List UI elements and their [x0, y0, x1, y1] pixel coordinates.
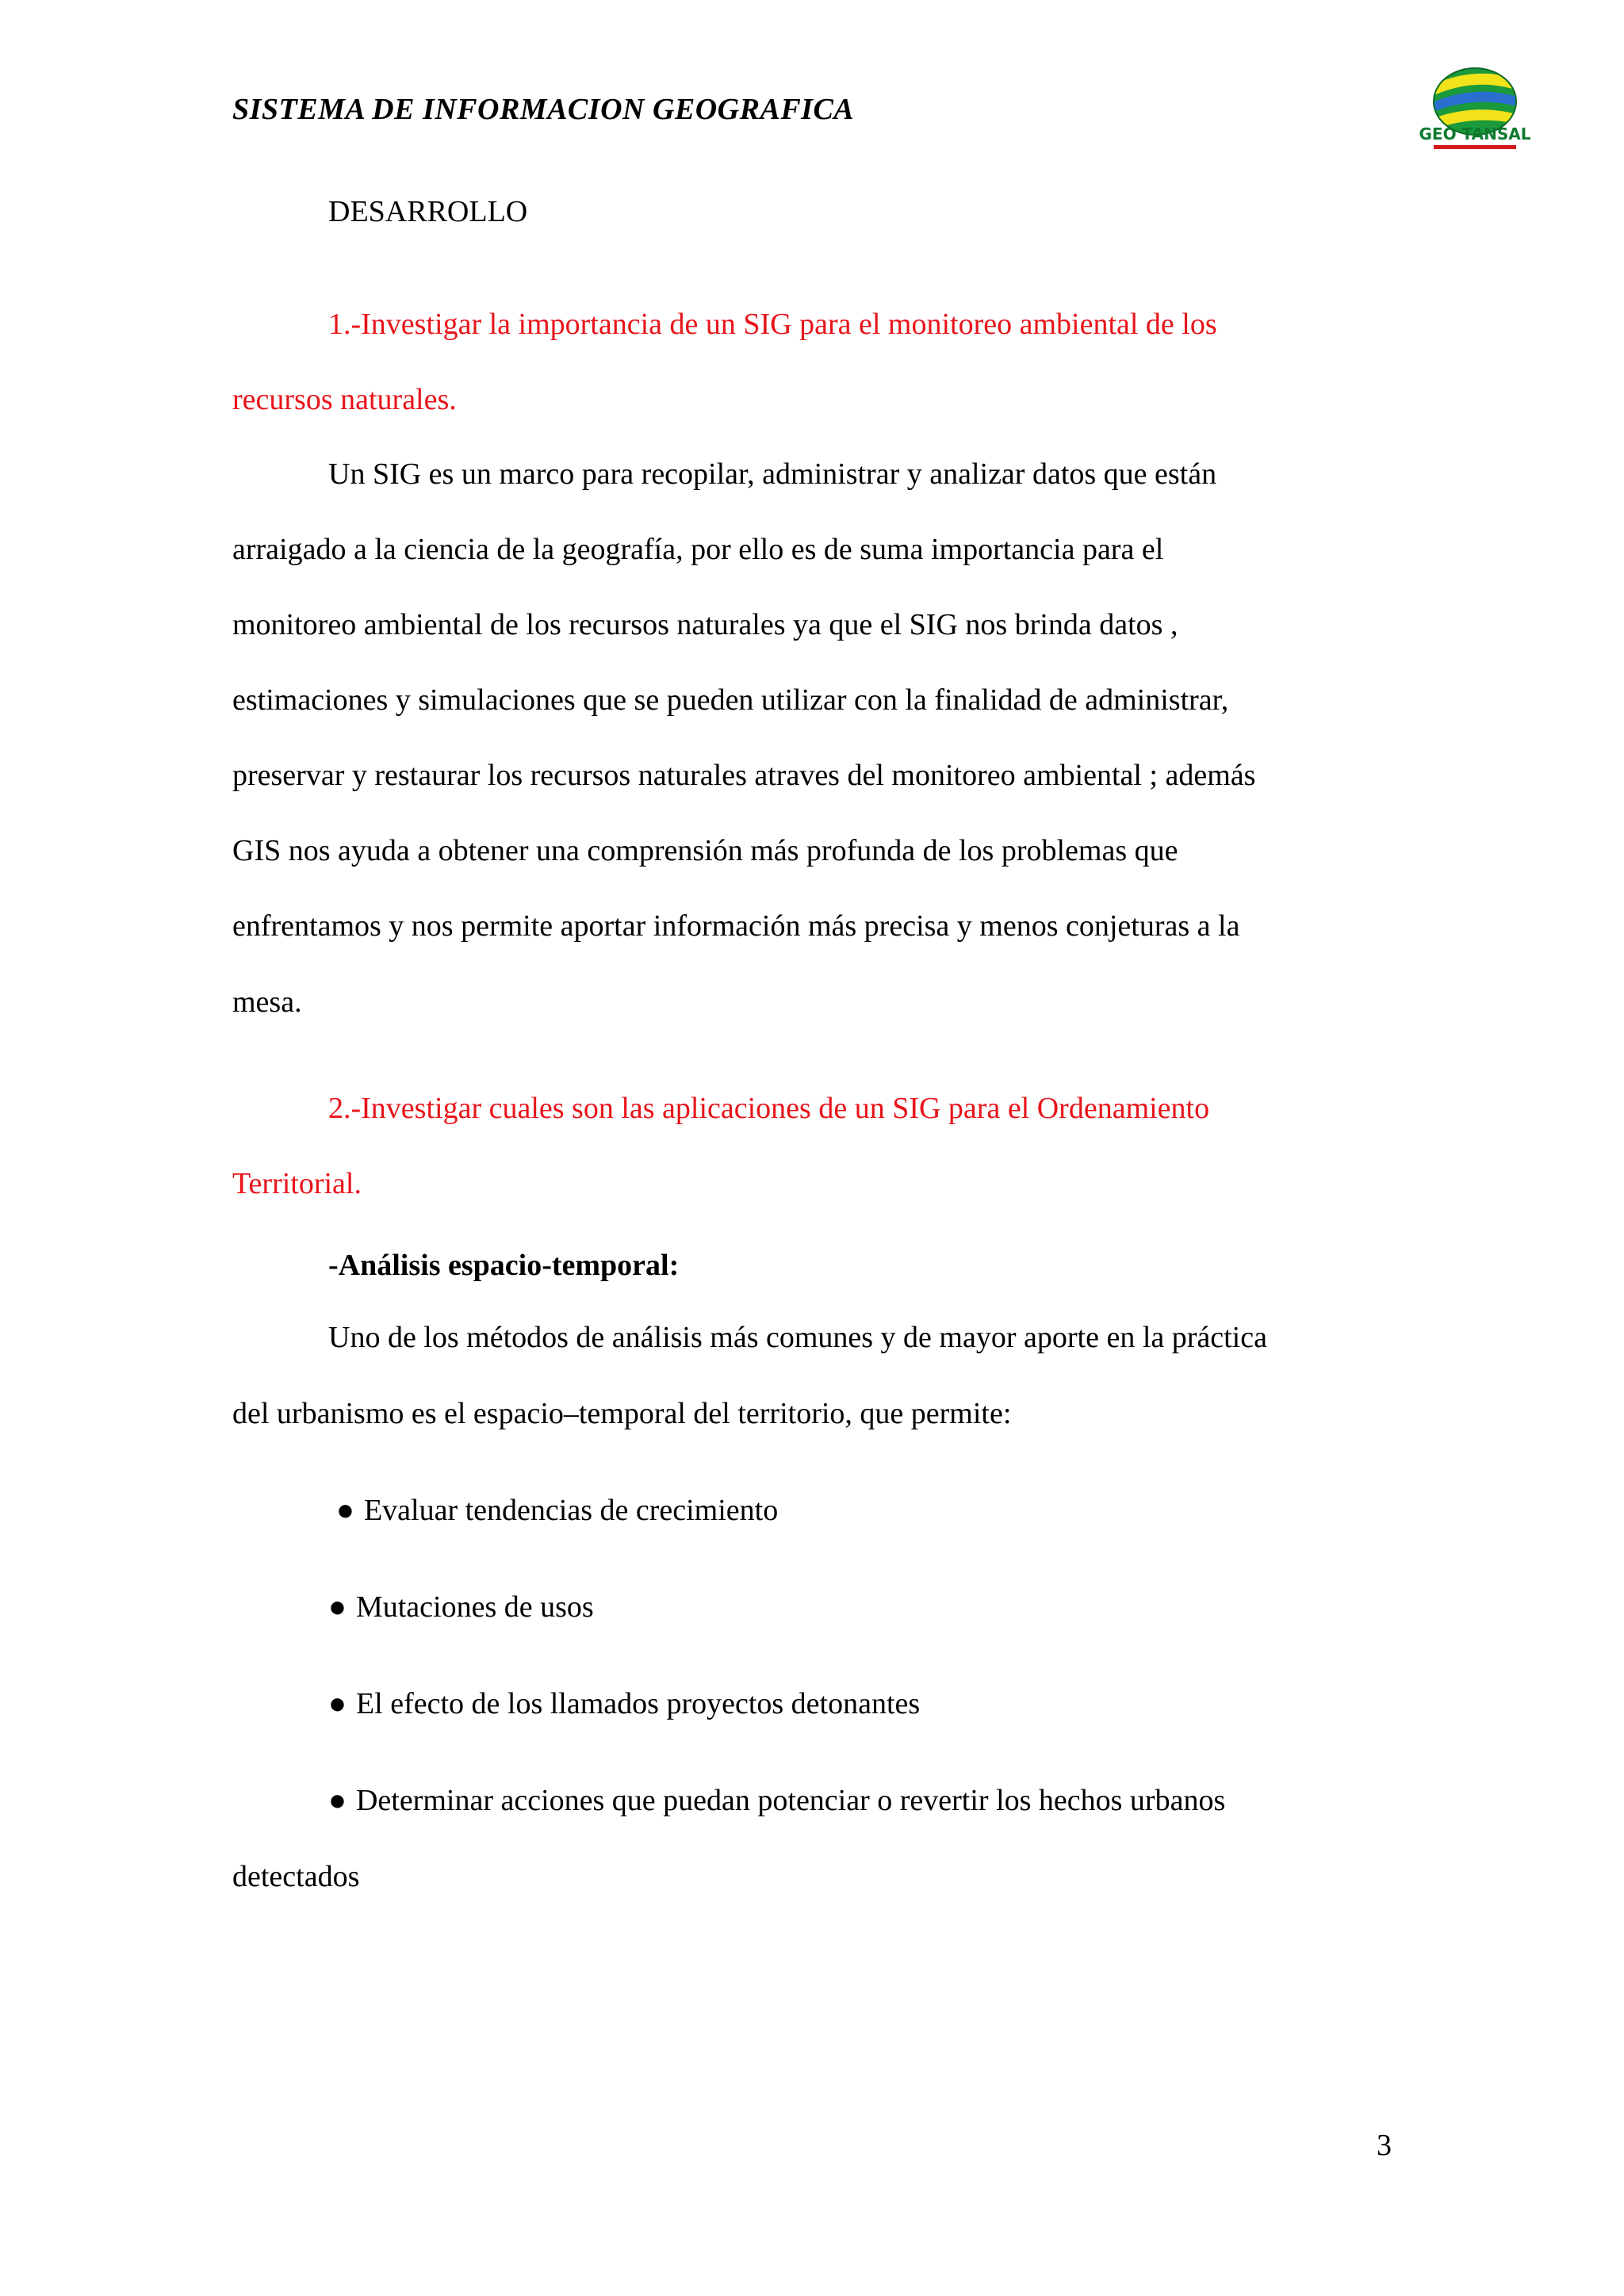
paragraph-1-line-2: arraigado a la ciencia de la geografía, por ello es de suma importancia para el — [232, 533, 1164, 566]
bullet-text: Determinar acciones que puedan potenciar o revertir los hechos urbanos — [355, 1784, 1226, 1817]
paragraph-1-line-4: estimaciones y simulaciones que se pueden utilizar con la finalidad de administrar, — [232, 683, 1229, 717]
paragraph-1-line-3: monitoreo ambiental de los recursos naturales ya que el SIG nos brinda datos , — [232, 608, 1178, 641]
bullet-continuation: detectados — [232, 1860, 360, 1893]
svg-text:GEO TANSAL: GEO TANSAL — [1419, 124, 1531, 144]
paragraph-1-line-7: enfrentamos y nos permite aportar información más precisa y menos conjeturas a la — [232, 909, 1240, 943]
question-2-line-2: Territorial. — [232, 1167, 362, 1200]
question-1-line-2: recursos naturales. — [232, 383, 457, 416]
bullet-item — [328, 1781, 1225, 1820]
paragraph-1-line-6: GIS nos ayuda a obtener una comprensión más profunda de los problemas que — [232, 834, 1178, 867]
intro-line-2: del urbanismo es el espacio–temporal del territorio, que permite: — [232, 1397, 1012, 1430]
header-title: SISTEMA DE INFORMACION GEOGRAFICA — [232, 93, 855, 126]
paragraph-1-line-1: Un SIG es un marco para recopilar, administrar y analizar datos que están — [328, 457, 1217, 491]
intro-line-1: Uno de los métodos de análisis más comunes y de mayor aporte en la práctica — [328, 1321, 1267, 1354]
question-2-line-1: 2.-Investigar cuales son las aplicaciones de un SIG para el Ordenamiento — [328, 1092, 1210, 1125]
page-number: 3 — [1377, 2129, 1392, 2162]
bullet-item — [328, 1685, 920, 1723]
question-1-line-1: 1.-Investigar la importancia de un SIG para el monitoreo ambiental de los — [328, 308, 1217, 341]
bullet-icon: ● — [328, 1687, 347, 1720]
section-heading: DESARROLLO — [328, 195, 528, 228]
bullet-item — [328, 1588, 594, 1626]
bullet-icon: ● — [328, 1784, 347, 1817]
paragraph-1-line-8: mesa. — [232, 985, 302, 1019]
bullet-text: Evaluar tendencias de crecimiento — [363, 1494, 779, 1527]
bullet-icon: ● — [328, 1590, 347, 1624]
bullet-text: El efecto de los llamados proyectos detonantes — [355, 1687, 921, 1720]
bullet-icon: ● — [336, 1494, 354, 1527]
geo-tansal-logo — [1396, 63, 1554, 155]
subheading-analisis: -Análisis espacio-temporal: — [328, 1249, 680, 1282]
bullet-item — [336, 1491, 778, 1529]
paragraph-1-line-5: preservar y restaurar los recursos naturales atraves del monitoreo ambiental ; además — [232, 759, 1256, 792]
bullet-text: Mutaciones de usos — [355, 1590, 594, 1624]
